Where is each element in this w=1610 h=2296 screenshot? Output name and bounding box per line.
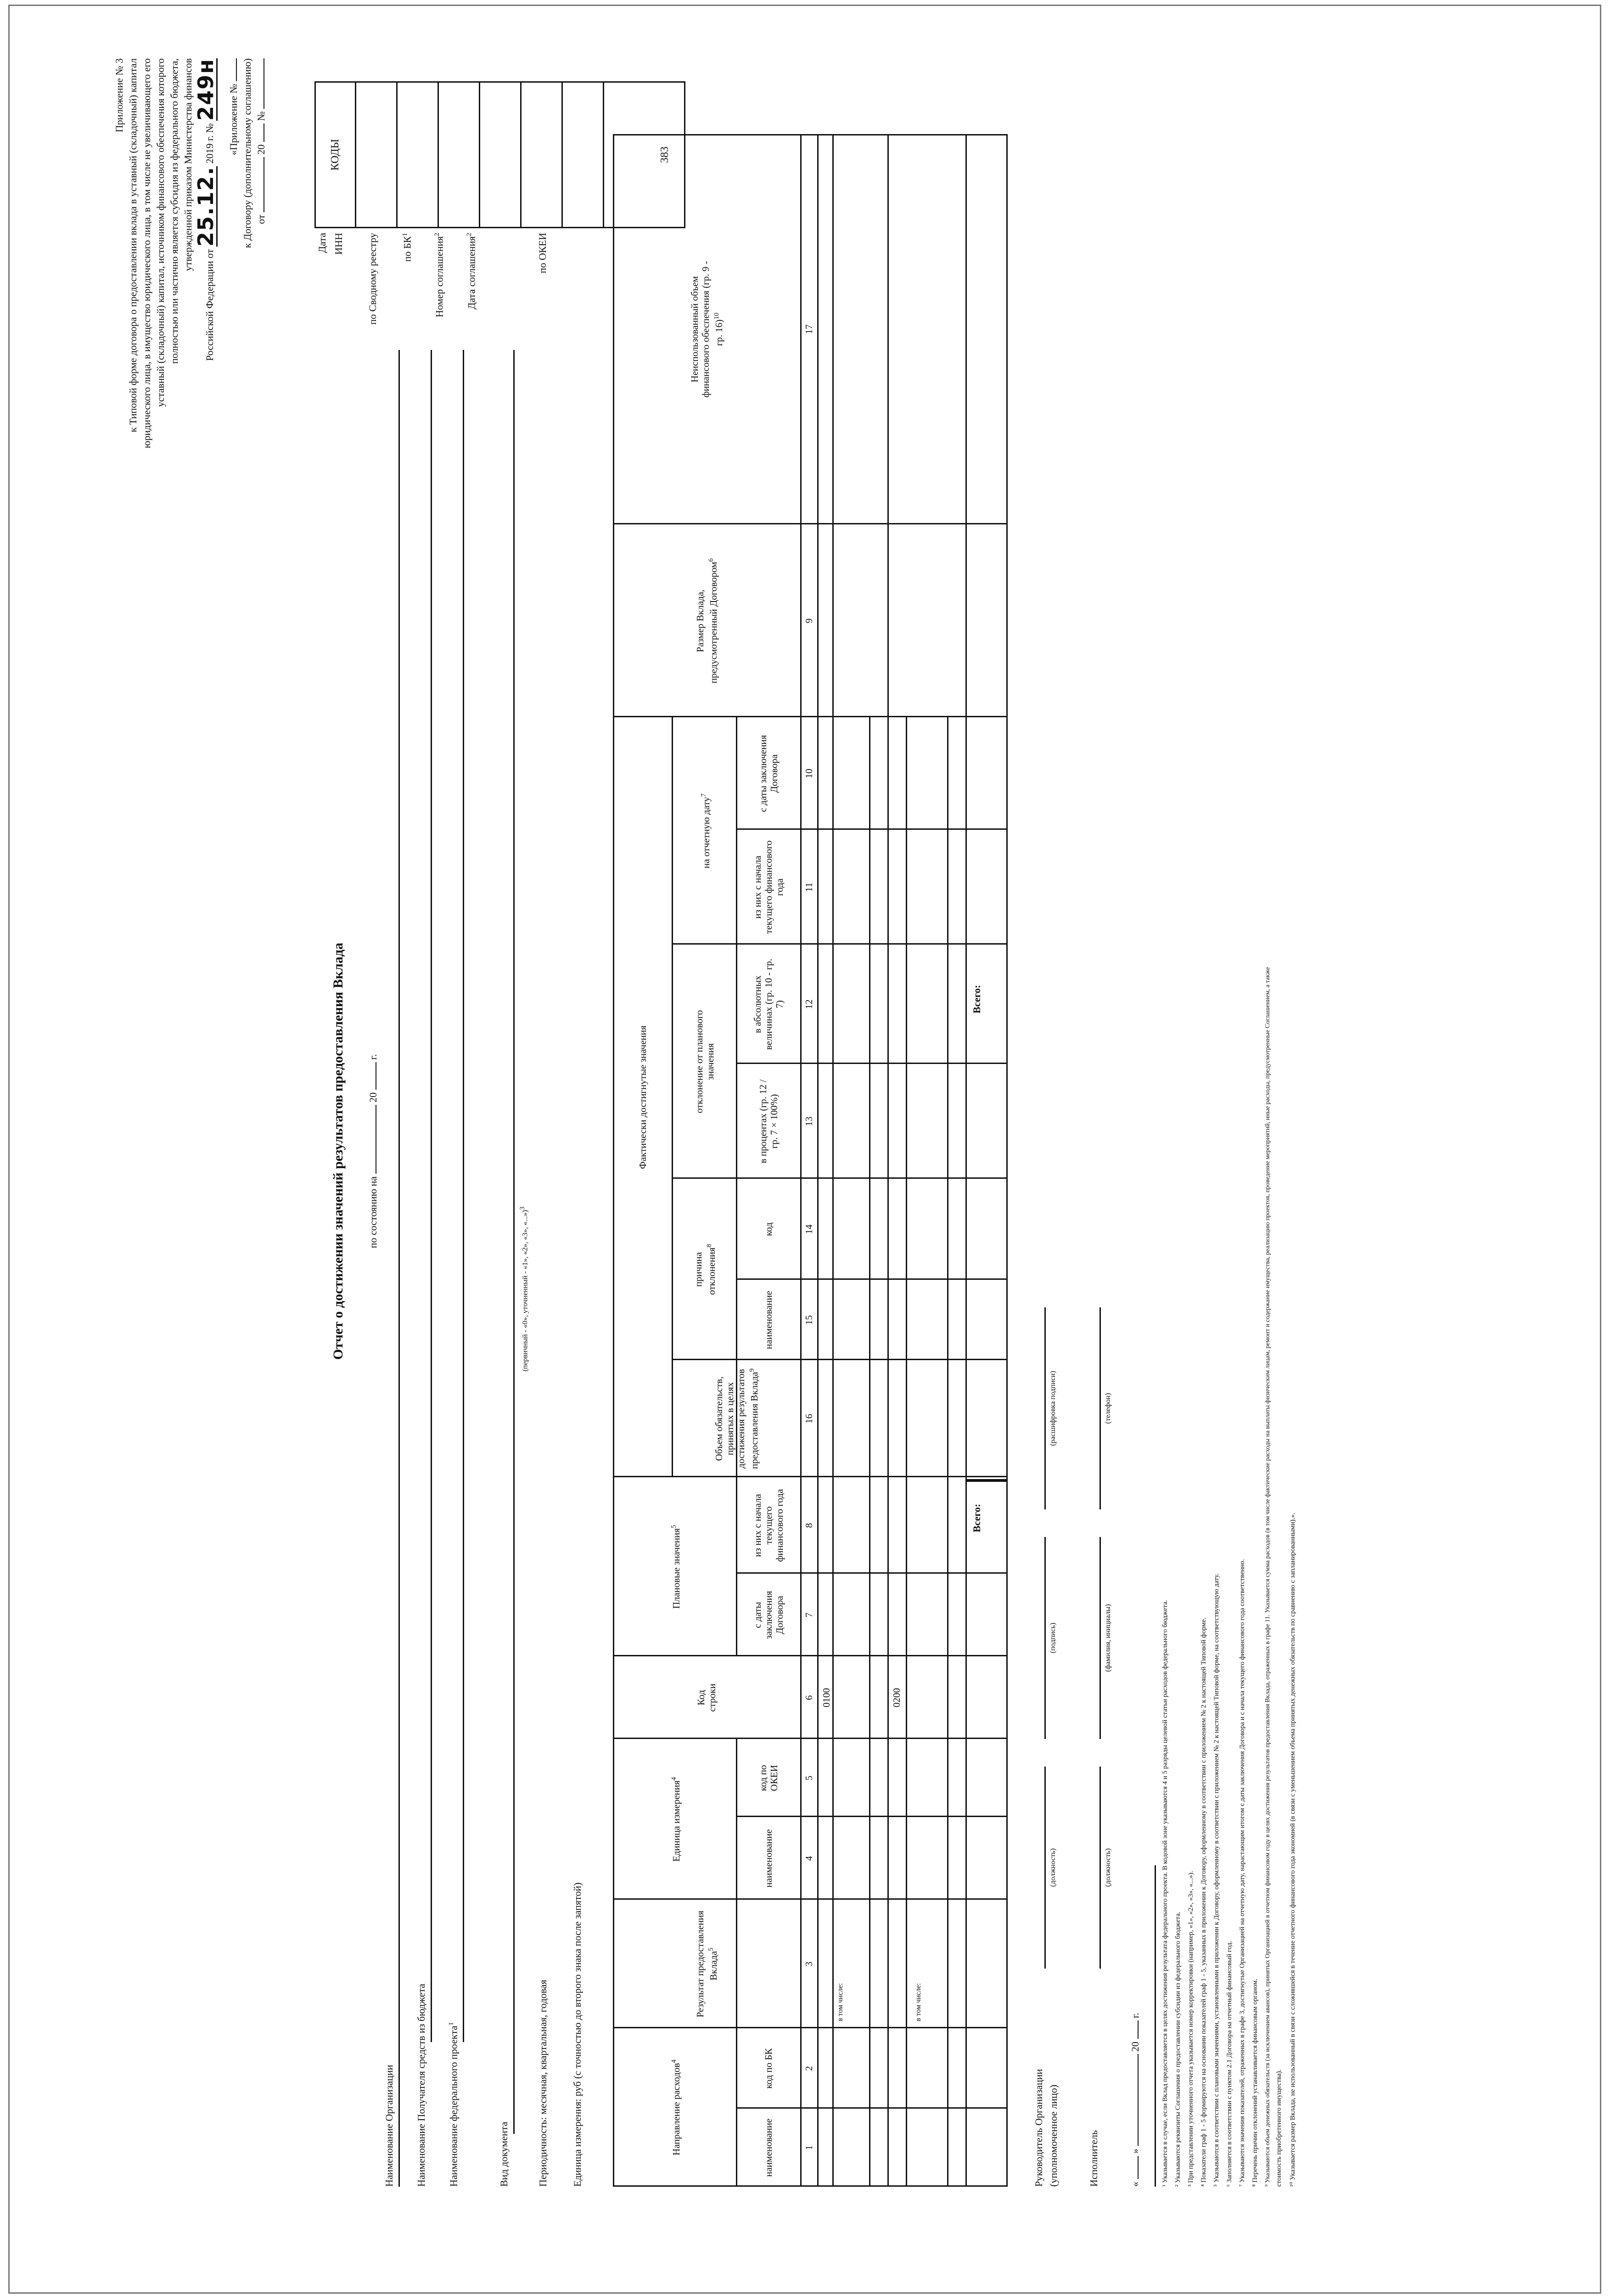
footnote-9: ⁹ Указываются объем денежных обязательств (за исключением авансов), принятых Организацией в отчетном финансовом году в целях достижения результатов предоставления Вклада, отраженных в графе 11. Указывается сумма расходов (в том числе фактические расходы на выплаты физическим лицам, ремонт и содержание имущества, реализацию проектов, проведение мероприятий, иные расходы, предусмотренные Соглашением, а также (1264, 967, 1271, 2187)
header-direction: Направление расходов$^4$ (670, 2060, 682, 2155)
codes-header: КОДЫ (329, 139, 341, 171)
footnote-3: ³ При представлении уточненного отчета указывается номер корректировки (например, «1», «2», «3», «...»). (1187, 1871, 1195, 2187)
field-organization: Наименование Организации (383, 2065, 395, 2187)
footnote-10: ¹⁰ Указывается размер Вклада, не использованный в связи с сложившейся в течение отчетного финансового года экономией (в связи с уменьшением объема принятых денежных обязательств по сравнению с запланированными).». (1289, 1513, 1296, 2187)
col-number: 12 (803, 999, 814, 1009)
as-of-line: по состоянию на 20 г. (367, 1054, 379, 1249)
col-number: 13 (803, 1116, 814, 1126)
appendix-line: утвержденной приказом Министерства финансов (182, 58, 194, 271)
document-type-hint: (первичный - «0», уточненный - «1», «2», «3», «...»)3 (519, 1206, 529, 1372)
codes-label-bk: по $БК^1$ (401, 233, 413, 262)
header-plan-since: с даты заключения Договора (752, 1591, 785, 1639)
footnote-8: ⁸ Перечень причин отклонений устанавливается финансовым органом. (1251, 1979, 1259, 2187)
col-number: 2 (803, 2066, 814, 2071)
footnote-9-cont: стоимость приобретенного имущества). (1275, 2069, 1283, 2187)
codes-label-okei: по ОКЕИ (537, 233, 548, 274)
appendix-line: к Типовой форме договора о предоставлении вклада в уставный (складочный) капитал (127, 58, 139, 433)
header-plan-ytd: из них с начала текущего финансового года (752, 1489, 785, 1562)
header-obligations: Объем обязательств, принятых в целях достижения результатов предоставления Вклада$^9$ (713, 1368, 760, 1469)
header-direction-name: наименование (763, 2118, 774, 2177)
col-number: 3 (803, 1961, 814, 1967)
exec-fio: (фамилия, инициалы) (1104, 1604, 1112, 1672)
contract-line: к Договору (дополнительному соглашению) (241, 58, 253, 248)
report-title: Отчет о достижении значений результатов предоставления Вклада (331, 942, 346, 1360)
approval-year: 2019 г. № (204, 123, 215, 164)
codes-label-registry: по Сводному реестру (367, 233, 378, 325)
appendix-line: полностью или частично является субсидия из федерального бюджета, (168, 58, 180, 364)
col-number: 14 (803, 1224, 814, 1234)
col-number: 15 (803, 1315, 814, 1325)
sig-decoding: (расшифровка подписи) (1049, 1371, 1057, 1446)
header-plan: Плановые значения$^5$ (670, 1525, 682, 1609)
footnote-6: ⁶ Заполняется в соответствии с пунктом 2.1 Договора на отчетный финансовый год. (1226, 1941, 1233, 2187)
okei-code-value: 383 (659, 146, 671, 163)
codes-label-agreement-date: Дата соглашения$^2$ (466, 233, 477, 310)
column-numbers-row (800, 134, 817, 2187)
appendix-line: уставный (складочный) капитал, источником финансового обеспечения которого (155, 58, 166, 407)
appendix-approval-line (195, 58, 220, 692)
head-sublabel: (уполномоченное лицо) (1048, 2084, 1059, 2187)
row-code-0100: 0100 (821, 1688, 832, 1707)
total-label-fact: Всего: (971, 985, 982, 1013)
appendix-line: юридического лица, в имущество юридического лица, в том числе не увеличивающего его (141, 58, 152, 449)
approval-number-stamp: 249н (193, 58, 218, 121)
field-budget-recipient: Наименование Получателя средств из бюджета (415, 1983, 427, 2187)
codes-label-agreement-number: Номер соглашения$^2$ (433, 233, 445, 317)
header-fact-date: на отчетную дату$^7$ (700, 793, 712, 869)
field-periodicity: Периодичность: месячная, квартальная, годовая (537, 1980, 549, 2187)
col-number: 16 (803, 1414, 814, 1424)
codes-label-date: Дата (316, 233, 328, 253)
contract-appendix-line: «Приложение № (227, 58, 241, 692)
contract-date-line: от 20 № (254, 58, 268, 692)
header-reason-name: наименование (763, 1291, 774, 1349)
col-number: 6 (803, 1695, 814, 1700)
executor-label: Исполнитель (1088, 2130, 1100, 2187)
header-reason: причина отклонения$^8$ (692, 1244, 717, 1295)
header-deviation-pct: в процентах (гр. 12 / гр. 7 × 100%) (757, 1079, 780, 1164)
head-label: Руководитель Организации (1033, 2069, 1044, 2187)
approval-prefix: Российской Федерации от (204, 249, 215, 361)
header-row-code: Код строки (696, 1683, 718, 1712)
col-number: 5 (803, 1775, 814, 1781)
header-fact-since: с даты заключения Договора (757, 735, 780, 812)
footnote-4: ⁴ Показатели граф 1 - 5 формируются на основании показателей граф 1 - 5, указанных в приложении к Договору, оформленному в соответствии с приложением № 2 к настоящей Типовой форме. (1200, 1617, 1207, 2187)
total-box-plan (965, 1479, 1008, 1482)
exec-position: (должность) (1104, 1848, 1112, 1887)
footnote-2: ² Указываются реквизиты Соглашения о предоставлении субсидии из федерального бюджета. (1174, 1912, 1182, 2187)
col-number: 9 (803, 618, 814, 624)
approval-date-stamp: 25.12. (193, 166, 218, 247)
field-federal-project: Наименование федерального проекта$^1$ (448, 2022, 460, 2187)
appendix-block (112, 58, 268, 692)
col-number: 1 (803, 2145, 814, 2150)
total-label-plan: Всего: (971, 1503, 982, 1532)
header-fact: Фактически достигнутые значения (637, 1025, 648, 1169)
header-unit-name: наименование (763, 1829, 774, 1888)
col-number: 7 (803, 1612, 814, 1618)
col-number: 11 (803, 882, 814, 892)
field-document-type: Вид документа (498, 2122, 510, 2187)
date-line: « » 20 г. (1129, 2012, 1141, 2187)
footnote-1: ¹ Указывается в случае, если Вклад предоставляется в целях достижения результата федерального проекта. В кодовой зоне указываются 4 и 5 разряды целевой статьи расходов федерального бюджета. (1161, 1600, 1169, 2187)
header-fact-ytd: из них с начала текущего финансового года (752, 840, 785, 934)
footnote-7: ⁷ Указываются значения показателей, отраженных в графе 3, достигнутые Организацией на отчетную дату, нарастающим итогом с даты заключения Договора и с начала текущего финансового года соответственно. (1239, 1559, 1246, 2187)
exec-phone: (телефон) (1104, 1393, 1112, 1424)
header-unit: Единица измерения$^4$ (670, 1777, 682, 1862)
header-direction-code: код по БК (763, 2048, 774, 2089)
sig-signature: (подпись) (1049, 1622, 1057, 1654)
col-number: 4 (803, 1856, 814, 1861)
header-result: Результат предоставления Вклада$^5$ (694, 1910, 719, 2018)
row-in-that-number-2: в том числе: (914, 1983, 922, 2021)
header-deviation-abs: в абсолютных величинах (гр. 10 - гр. 7) (752, 958, 785, 1050)
row-in-that-number-1: в том числе: (836, 1983, 844, 2021)
footnote-5: ⁵ Указываются в соответствии с плановыми значениями, установленными в приложении к Договору, оформленному в соответствии с приложением № 2 к настоящей Типовой форме, на соответствующую дату. (1213, 1573, 1220, 2187)
col-number: 8 (803, 1523, 814, 1528)
header-size: Размер Вклада, предусмотренный Договором$^6$ (694, 558, 719, 684)
header-deviation: отклонение от планового значения (694, 1010, 716, 1114)
row-code-0200: 0200 (891, 1688, 902, 1707)
appendix-number: Приложение № 3 (113, 58, 125, 133)
codes-label-inn: ИНН (333, 233, 344, 255)
col-number: 17 (803, 324, 814, 334)
header-reason-code: код (763, 1222, 774, 1236)
header-unused: Неиспользованный объем финансового обеспечения (гр. 9 - гр. 16)$^{10}$ (689, 261, 724, 398)
sig-position: (должность) (1049, 1848, 1057, 1887)
field-unit: Единица измерения: руб (с точностью до второго знака после запятой) (572, 1882, 583, 2187)
col-number: 10 (803, 769, 814, 778)
header-unit-code: код по ОКЕИ (757, 1765, 780, 1791)
